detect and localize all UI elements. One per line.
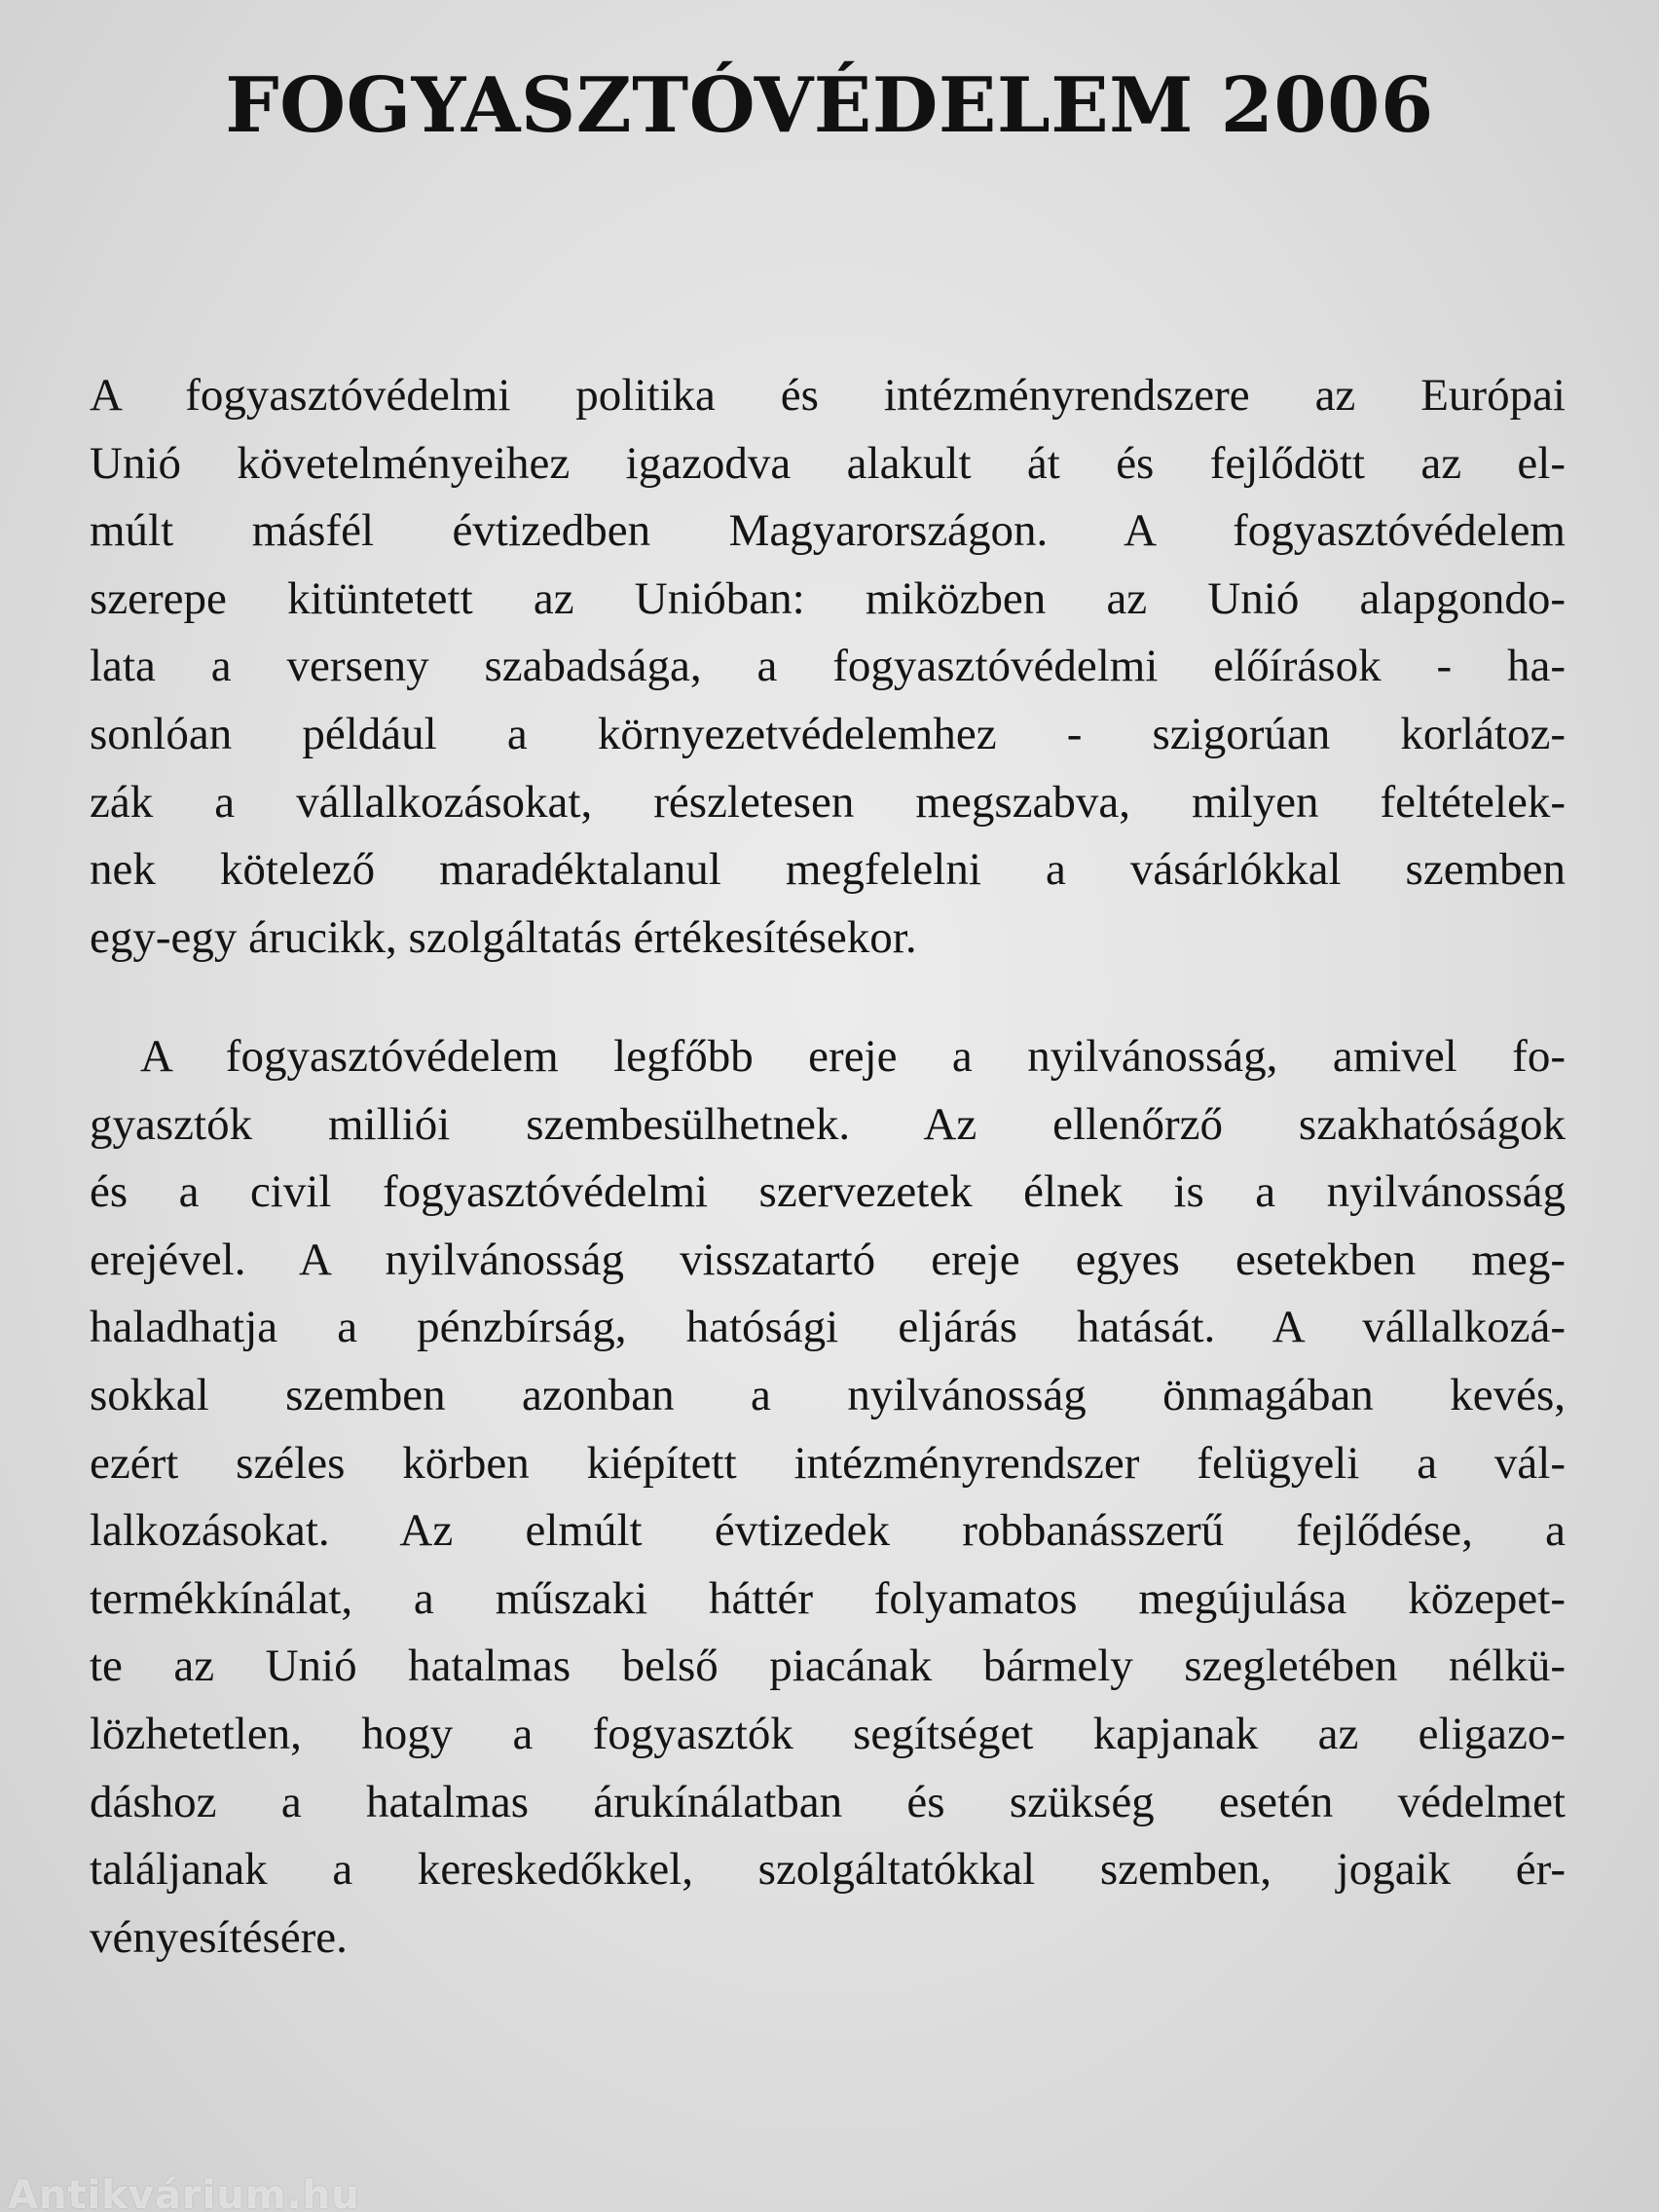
paragraph-line: és a civil fogyasztóvédelmi szervezetek élnek is a nyilvánosság xyxy=(90,1166,1566,1218)
paragraph-line: nek kötelező maradéktalanul megfelelni a vásárlókkal szemben xyxy=(90,844,1566,896)
paragraph-line: te az Unió hatalmas belső piacának bármely szegletében nélkü- xyxy=(90,1641,1566,1692)
paragraph-line: A fogyasztóvédelem legfőbb ereje a nyilvánosság, amivel fo- xyxy=(140,1031,1566,1082)
paragraph-line: vényesítésére. xyxy=(90,1911,348,1963)
paragraph-2 xyxy=(90,1023,1566,1972)
paragraph-line: dáshoz a hatalmas árukínálatban és szükség esetén védelmet xyxy=(90,1776,1566,1827)
page-title: FOGYASZTÓVÉDELEM 2006 xyxy=(225,61,1434,150)
paragraph-line: lalkozásokat. Az elmúlt évtizedek robbanásszerű fejlődése, a xyxy=(90,1505,1566,1557)
paragraph-line: sonlóan például a környezetvédelemhez - szigorúan korlátoz- xyxy=(90,708,1566,759)
paragraph-line: egy-egy árucikk, szolgáltatás értékesítésekor. xyxy=(90,911,917,963)
paragraph-line: termékkínálat, a műszaki háttér folyamatos megújulása közepet- xyxy=(90,1572,1566,1624)
paragraph-line: Unió követelményeihez igazodva alakult át és fejlődött az el- xyxy=(90,437,1566,489)
paragraph-line: lata a verseny szabadsága, a fogyasztóvédelmi előírások - ha- xyxy=(90,641,1566,692)
paragraph-1 xyxy=(90,362,1566,972)
paragraph-line: találjanak a kereskedőkkel, szolgáltatókkal szemben, jogaik ér- xyxy=(90,1844,1566,1896)
paragraph-line: lözhetetlen, hogy a fogyasztók segítséget kapjanak az eligazo- xyxy=(90,1708,1566,1759)
paragraph-line: haladhatja a pénzbírság, hatósági eljárás hatását. A vállalkozá- xyxy=(90,1302,1566,1353)
paragraph-line: A fogyasztóvédelmi politika és intézményrendszere az Európai xyxy=(90,370,1566,421)
paragraph-line: múlt másfél évtizedben Magyarországon. A fogyasztóvédelem xyxy=(90,505,1566,557)
watermark: Antikvárium.hu xyxy=(8,2173,360,2212)
paragraph-line: szerepe kitüntetett az Unióban: miközben az Unió alapgondo- xyxy=(90,572,1566,624)
paragraph-line: erejével. A nyilvánosság visszatartó ereje egyes esetekben meg- xyxy=(90,1234,1566,1285)
paragraph-line: ezért széles körben kiépített intézményrendszer felügyeli a vál- xyxy=(90,1437,1566,1489)
paragraph-line: gyasztók milliói szembesülhetnek. Az ellenőrző szakhatóságok xyxy=(90,1098,1566,1150)
paragraph-line: sokkal szemben azonban a nyilvánosság önmagában kevés, xyxy=(90,1369,1566,1420)
paragraph-line: zák a vállalkozásokat, részletesen megszabva, milyen feltételek- xyxy=(90,776,1566,828)
